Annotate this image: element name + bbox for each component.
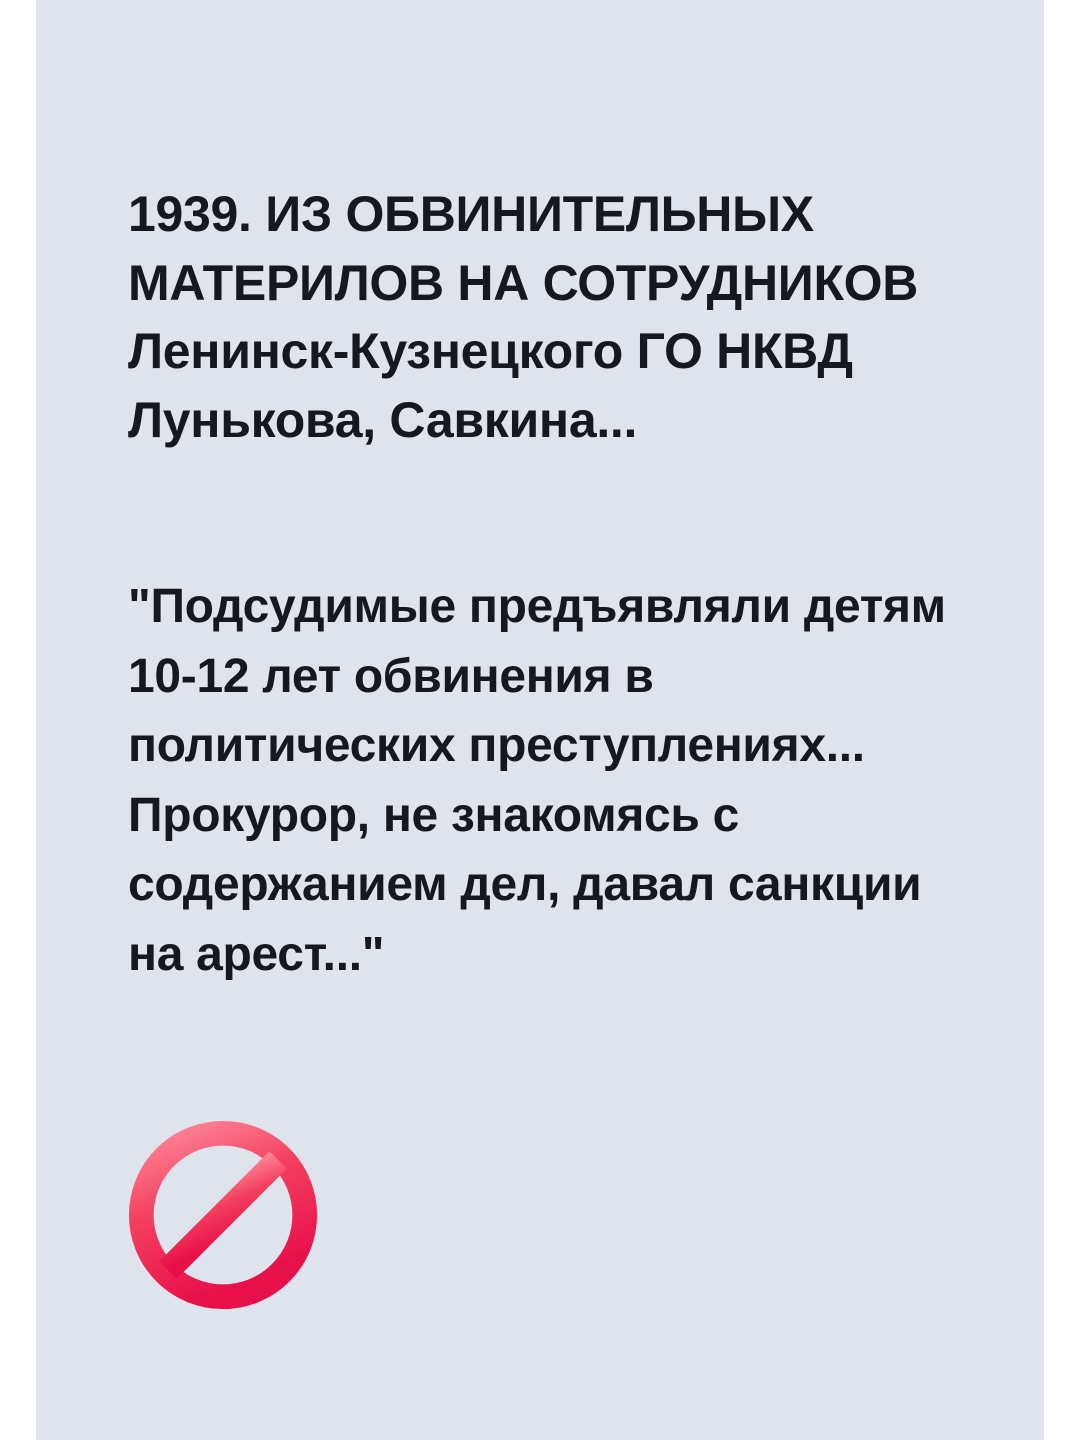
title-line-3: Ленинск-Кузнецкого ГО НКВД xyxy=(128,323,853,379)
left-margin-strip xyxy=(0,0,36,1440)
page-title xyxy=(128,180,958,454)
prohibited-icon xyxy=(128,1120,318,1310)
emoji-row xyxy=(128,1120,964,1310)
quote-text: "Подсудимые предъявляли детям 10-12 лет обвинения в политических преступлениях... Прокурор, не знакомясь с содержанием дел, давал санкции на арест..." xyxy=(128,580,946,981)
title-line-2: МАТЕРИЛОВ НА СОТРУДНИКОВ xyxy=(128,254,919,311)
title-line-1: 1939. ИЗ ОБВИНИТЕЛЬНЫХ xyxy=(128,186,814,242)
post-card xyxy=(36,0,1044,1440)
right-margin-strip xyxy=(1044,0,1080,1440)
title-line-4: Лунькова, Савкина... xyxy=(128,391,638,448)
